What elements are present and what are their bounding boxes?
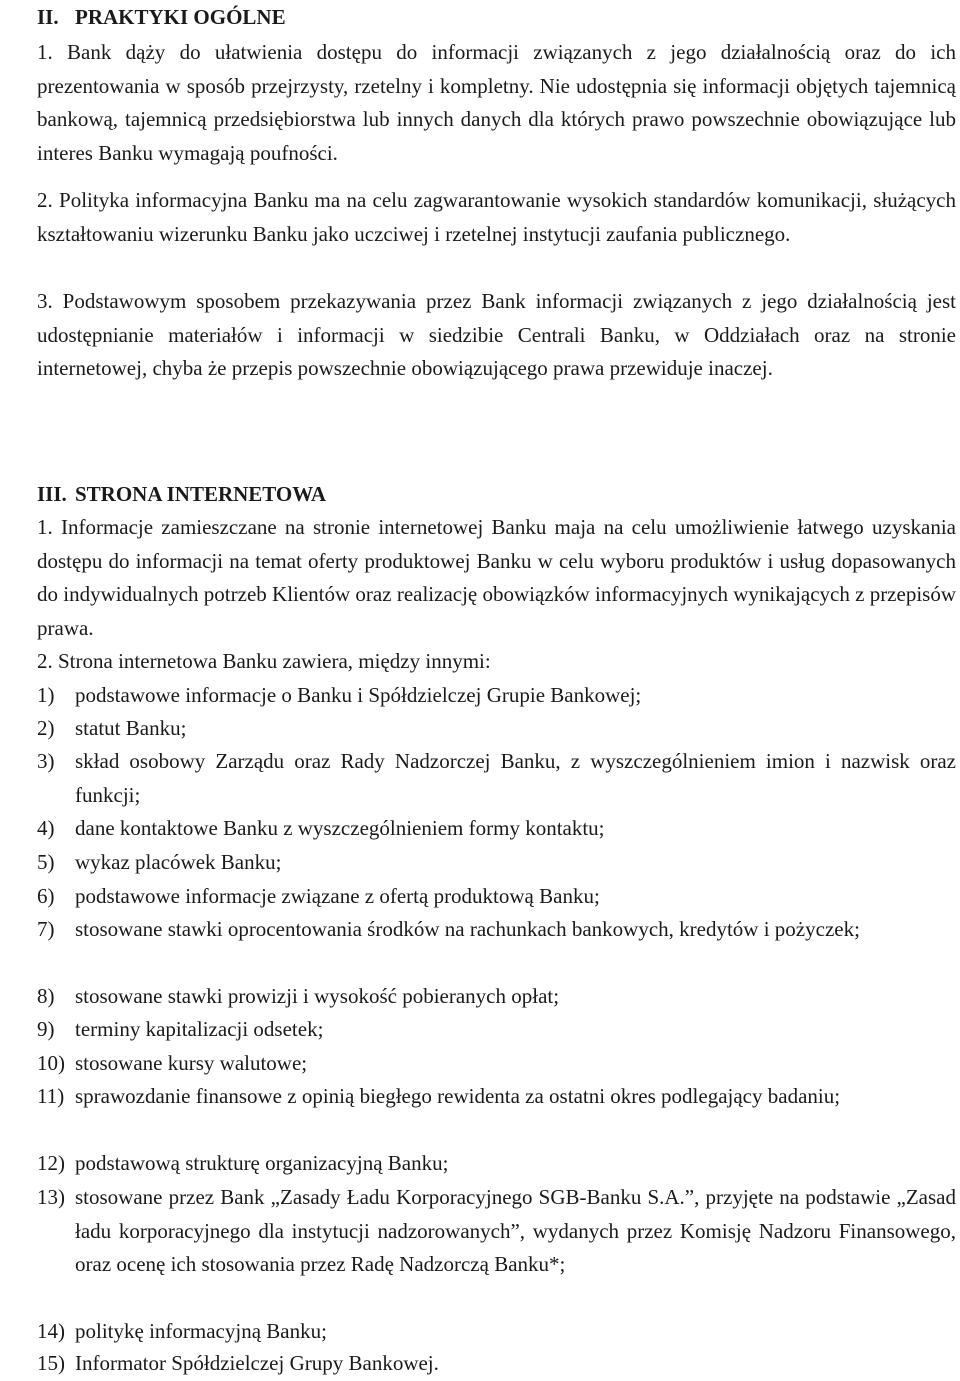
list-item-text: stosowane kursy walutowe; bbox=[75, 1051, 308, 1075]
list-item-text: stosowane stawki oprocentowania środków na rachunkach bankowych, kredytów i pożyczek; bbox=[75, 917, 860, 941]
list-item-number: 1) bbox=[37, 683, 55, 707]
list-item bbox=[37, 913, 956, 947]
paragraph-number: 1. bbox=[37, 40, 53, 64]
list-item bbox=[37, 1047, 956, 1081]
paragraph-ii-2 bbox=[37, 184, 956, 251]
list-item bbox=[37, 1181, 956, 1282]
list-item-text: Informator Spółdzielczej Grupy Bankowej. bbox=[75, 1351, 439, 1375]
section-number: II. bbox=[37, 5, 59, 29]
list-item bbox=[37, 846, 956, 880]
paragraph-number: 1. bbox=[37, 515, 53, 539]
list-item bbox=[37, 745, 956, 812]
paragraph-number: 2. bbox=[37, 649, 53, 673]
list-item-text: skład osobowy Zarządu oraz Rady Nadzorczej Banku, z wyszczególnieniem imion i nazwisk oraz funkcji; bbox=[75, 749, 956, 807]
list-item-number: 15) bbox=[37, 1351, 65, 1375]
list-item-text: statut Banku; bbox=[75, 716, 187, 740]
paragraph-text: Bank dąży do ułatwienia dostępu do informacji związanych z jego działalnością oraz do ich prezentowania w sposób przejrzysty, rzetelny i kompletny. Nie udostępnia się informacji objętych tajemnicą bankową, tajemnicą przedsiębiorstwa lub innych danych dla których prawo powszechnie obowiązujące lub interes Banku wymagają poufności. bbox=[37, 40, 957, 165]
list-item-text: terminy kapitalizacji odsetek; bbox=[75, 1017, 324, 1041]
paragraph-text: Informacje zamieszczane na stronie internetowej Banku maja na celu umożliwienie łatwego uzyskania dostępu do informacji na temat oferty produktowej Banku w celu wyboru produktów i usług dopasowanych do indywidualnych potrzeb Klientów oraz realizację obowiązków informacyjnych wynikających z przepisów prawa. bbox=[37, 515, 956, 640]
list-item-number: 10) bbox=[37, 1051, 65, 1075]
list-item-text: sprawozdanie finansowe z opinią biegłego rewidenta za ostatni okres podlegający badaniu; bbox=[75, 1084, 841, 1108]
list-item-number: 8) bbox=[37, 984, 55, 1008]
list-item bbox=[37, 980, 956, 1014]
section-heading-iii bbox=[37, 478, 326, 511]
list-item bbox=[37, 712, 956, 746]
list-item-text: wykaz placówek Banku; bbox=[75, 850, 282, 874]
paragraph-text: Podstawowym sposobem przekazywania przez Bank informacji związanych z jego działalnością jest udostępnianie materiałów i informacji w siedzibie Centrali Banku, w Oddziałach oraz na stronie internetowej, chyba że przepis powszechnie obowiązującego prawa przewiduje inaczej. bbox=[37, 289, 957, 380]
list-item-number: 12) bbox=[37, 1151, 65, 1175]
list-item-number: 11) bbox=[37, 1084, 65, 1108]
list-item-number: 14) bbox=[37, 1319, 65, 1343]
list-item bbox=[37, 880, 956, 914]
paragraph-number: 3. bbox=[37, 289, 53, 313]
list-item-number: 9) bbox=[37, 1017, 55, 1041]
list-item-text: dane kontaktowe Banku z wyszczególnieniem formy kontaktu; bbox=[75, 816, 605, 840]
list-item-text: stosowane przez Bank „Zasady Ładu Korporacyjnego SGB-Banku S.A.”, przyjęte na podstawie „Zasad ładu korporacyjnego dla instytucji nadzorowanych”, wydanych przez Komisję Nadzoru Finansowego, oraz ocenę ich stosowania przez Radę Nadzorczą Banku*; bbox=[75, 1185, 956, 1276]
list-item-text: politykę informacyjną Banku; bbox=[75, 1319, 327, 1343]
list-item-text: stosowane stawki prowizji i wysokość pobieranych opłat; bbox=[75, 984, 560, 1008]
list-item-number: 5) bbox=[37, 850, 55, 874]
paragraph-iii-2 bbox=[37, 645, 956, 679]
list-item-number: 6) bbox=[37, 884, 55, 908]
list-item bbox=[37, 1013, 956, 1047]
list-item bbox=[37, 679, 956, 713]
paragraph-number: 2. bbox=[37, 188, 53, 212]
list-item-number: 13) bbox=[37, 1185, 65, 1209]
list-item bbox=[37, 812, 956, 846]
list-item-number: 7) bbox=[37, 917, 55, 941]
paragraph-iii-1 bbox=[37, 511, 956, 645]
list-item bbox=[37, 1080, 956, 1114]
list-item bbox=[37, 1347, 956, 1381]
section-heading-ii bbox=[37, 1, 286, 34]
list-item-number: 3) bbox=[37, 749, 55, 773]
list-item-text: podstawowe informacje związane z ofertą produktową Banku; bbox=[75, 884, 600, 908]
list-item-text: podstawową strukturę organizacyjną Banku; bbox=[75, 1151, 449, 1175]
list-item-number: 4) bbox=[37, 816, 55, 840]
list-item bbox=[37, 1147, 956, 1181]
list-item-text: podstawowe informacje o Banku i Spółdzielczej Grupie Bankowej; bbox=[75, 683, 642, 707]
section-title: STRONA INTERNETOWA bbox=[75, 482, 327, 506]
section-title: PRAKTYKI OGÓLNE bbox=[75, 5, 286, 29]
paragraph-ii-3 bbox=[37, 285, 956, 386]
list-item-number: 2) bbox=[37, 716, 55, 740]
section-number: III. bbox=[37, 482, 67, 506]
paragraph-text: Polityka informacyjna Banku ma na celu zagwarantowanie wysokich standardów komunikacji, służących kształtowaniu wizerunku Banku jako uczciwej i rzetelnej instytucji zaufania publicznego. bbox=[37, 188, 957, 246]
list-item bbox=[37, 1315, 956, 1349]
paragraph-text: Strona internetowa Banku zawiera, między innymi: bbox=[58, 649, 491, 673]
paragraph-ii-1 bbox=[37, 36, 956, 170]
